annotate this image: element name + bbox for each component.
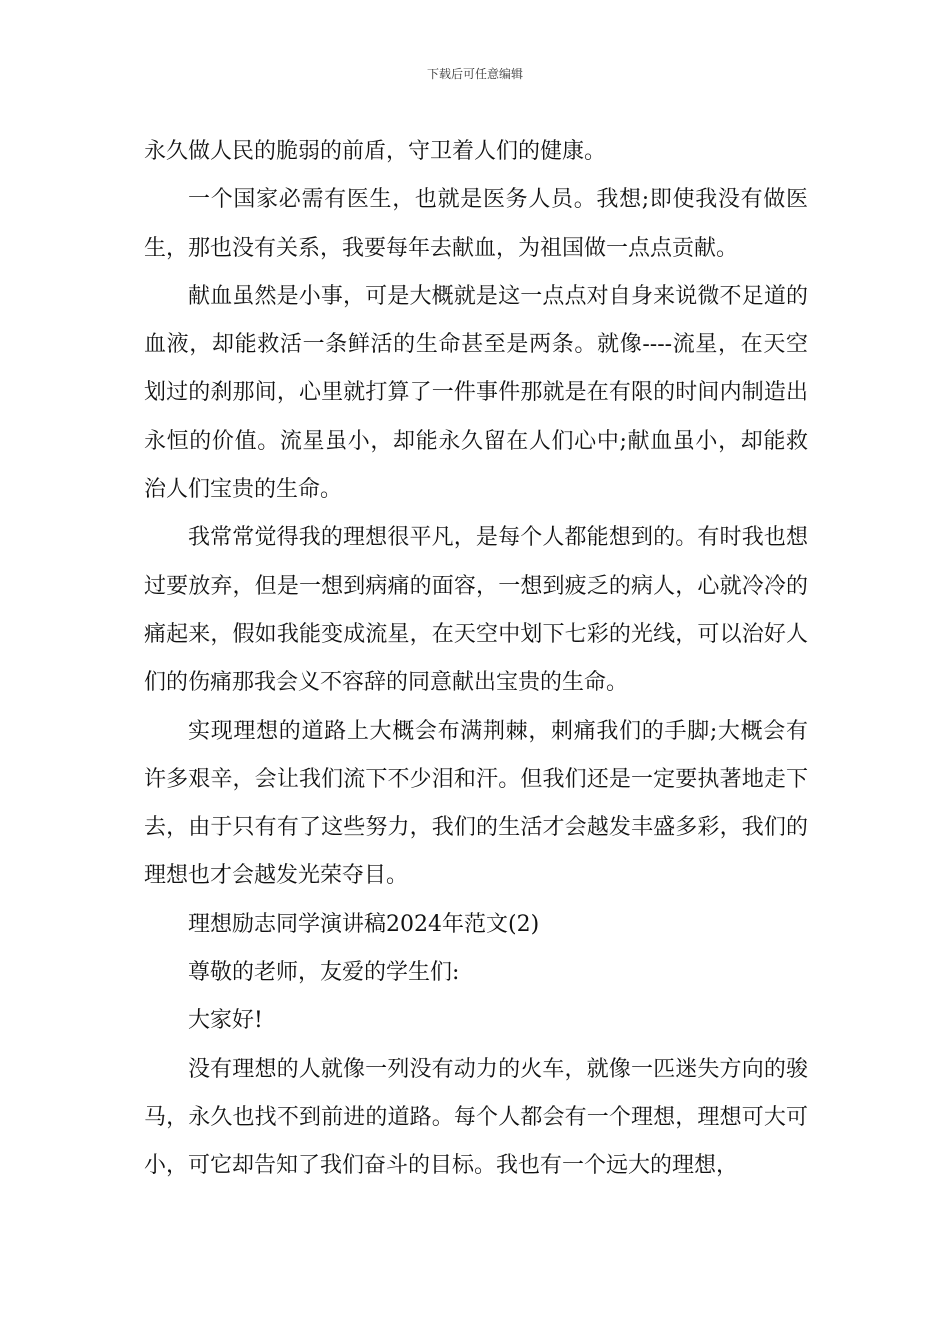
paragraph: 我常常觉得我的理想很平凡，是每个人都能想到的。有时我也想过要放弃，但是一想到病痛的面容，一想到疲乏的病人，心就冷冷的痛起来，假如我能变成流星，在天空中划下七彩的光线，可以治好人们的伤痛那我会义不容辞的同意献出宝贵的生命。 xyxy=(144,525,808,696)
section-title: 理想励志同学演讲稿2024年范文(2) xyxy=(188,911,540,937)
salutation: 尊敬的老师，友爱的学生们: xyxy=(188,960,460,986)
document-body xyxy=(144,128,808,1191)
page-header-note: 下载后可任意编辑 xyxy=(426,67,523,81)
paragraph: 献血虽然是小事，可是大概就是这一点点对自身来说微不足道的血液，却能救活一条鲜活的生命甚至是两条。就像----流星，在天空划过的刹那间，心里就打算了一件事件那就是在有限的时间内制造出永恒的价值。流星虽小，却能永久留在人们心中;献血虽小，却能救治人们宝贵的生命。 xyxy=(144,283,808,503)
paragraph: 实现理想的道路上大概会布满荆棘，刺痛我们的手脚;大概会有许多艰辛，会让我们流下不少泪和汗。但我们还是一定要执著地走下去，由于只有有了这些努力，我们的生活才会越发丰盛多彩，我们的理想也才会越发光荣夺目。 xyxy=(144,718,808,889)
paragraph: 一个国家必需有医生，也就是医务人员。我想;即使我没有做医生，那也没有关系，我要每年去献血，为祖国做一点点贡献。 xyxy=(144,187,808,261)
paragraph: 没有理想的人就像一列没有动力的火车，就像一匹迷失方向的骏马，永久也找不到前进的道路。每个人都会有一个理想，理想可大可小，可它却告知了我们奋斗的目标。我也有一个远大的理想， xyxy=(144,1056,808,1179)
greeting: 大家好! xyxy=(188,1008,263,1034)
paragraph: 永久做人民的脆弱的前盾，守卫着人们的健康。 xyxy=(144,139,607,164)
